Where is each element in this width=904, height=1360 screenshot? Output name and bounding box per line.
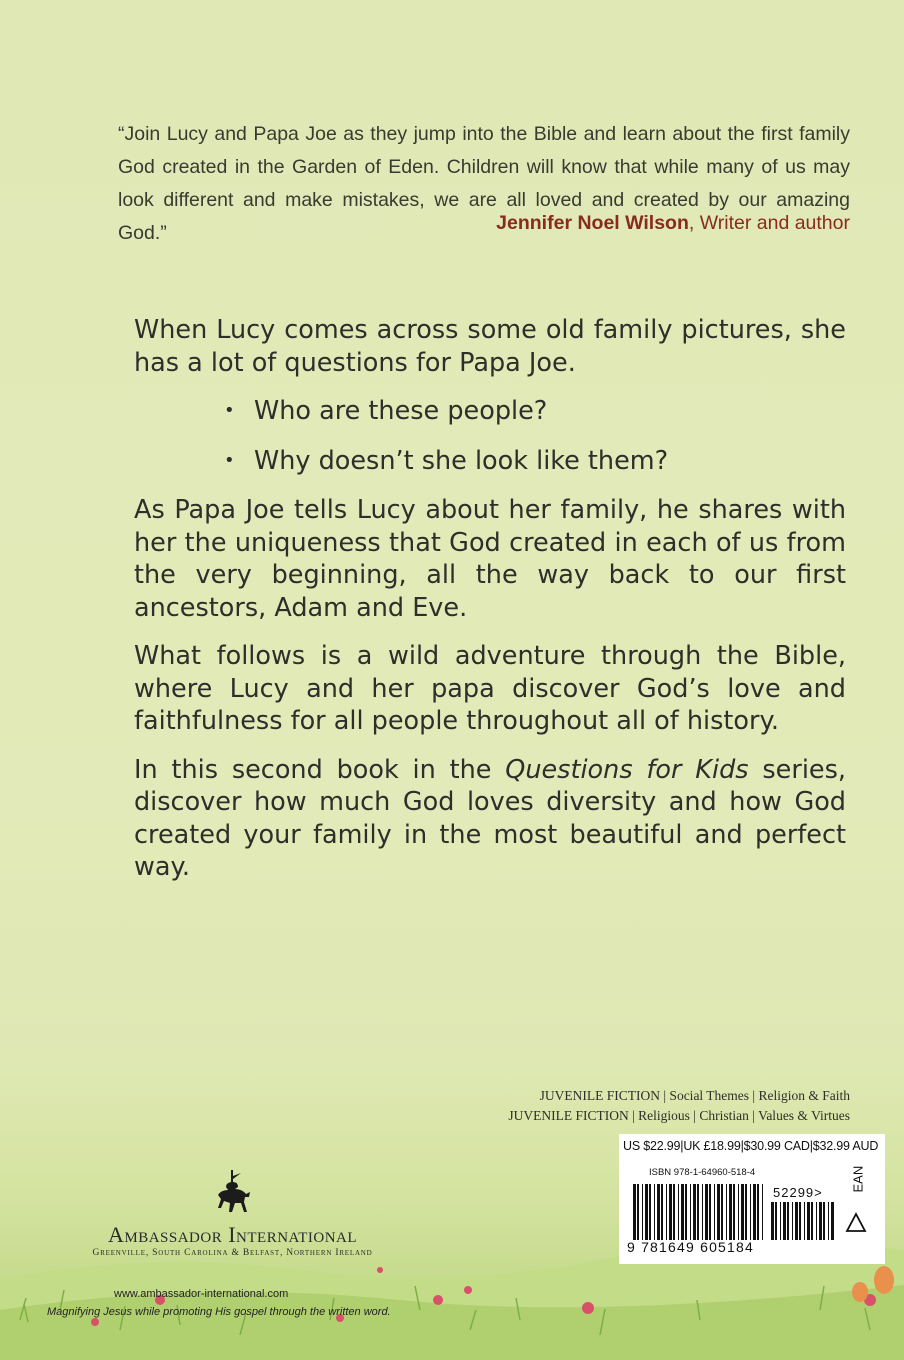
barcode-bar bbox=[783, 1202, 786, 1240]
barcode-bar bbox=[633, 1184, 636, 1240]
barcode-bar bbox=[649, 1184, 651, 1240]
para4-end: series, discover how much God loves diversity and how God created your family in the most beautiful and perfect way. bbox=[134, 754, 846, 882]
bullet-icon: • bbox=[224, 400, 235, 421]
series-title: Questions for Kids bbox=[505, 754, 749, 785]
barcode-bar bbox=[642, 1184, 643, 1240]
barcode-bar bbox=[685, 1184, 687, 1240]
barcode-bar bbox=[771, 1202, 774, 1240]
barcode-bar bbox=[807, 1202, 810, 1240]
barcode-bar bbox=[721, 1184, 723, 1240]
publisher-name-text: Ambassador International bbox=[107, 1222, 358, 1247]
barcode-bar bbox=[750, 1184, 751, 1240]
publisher-logo bbox=[60, 1168, 405, 1258]
description-paragraph-1: When Lucy comes across some old family pictures, she has a lot of questions for Papa Joe. bbox=[134, 315, 846, 378]
ean-barcode-icon bbox=[633, 1184, 767, 1240]
barcode-bar bbox=[690, 1184, 691, 1240]
barcode-bar bbox=[799, 1202, 801, 1240]
barcode-bar bbox=[792, 1202, 793, 1240]
barcode-bar bbox=[738, 1184, 739, 1240]
barcode-bar bbox=[673, 1184, 675, 1240]
barcode-bar bbox=[666, 1184, 667, 1240]
publisher-location bbox=[60, 1248, 405, 1258]
addon-arrow: > bbox=[814, 1185, 823, 1200]
endorsement-author-role: , Writer and author bbox=[688, 212, 850, 234]
barcode-bar bbox=[693, 1184, 696, 1240]
barcode-bar bbox=[717, 1184, 720, 1240]
barcode-bar bbox=[795, 1202, 798, 1240]
question-text: Why doesn’t she look like them? bbox=[254, 445, 669, 476]
barcode-box bbox=[619, 1134, 885, 1264]
publisher-location-text: Greenville, South Carolina & Belfast, Northern Ireland bbox=[92, 1248, 373, 1258]
barcode-bar bbox=[762, 1184, 763, 1240]
publisher-name bbox=[60, 1222, 405, 1248]
barcode-bar bbox=[729, 1184, 732, 1240]
question-list bbox=[134, 395, 846, 477]
ean-label: EAN bbox=[850, 1165, 866, 1193]
triangle-icon bbox=[845, 1212, 867, 1234]
endorsement-author: Jennifer Noel Wilson bbox=[496, 212, 689, 234]
description-paragraph-3: What follows is a wild adventure through the Bible, where Lucy and her papa discover God’s love and faithfulness for all people throughout all of history. bbox=[134, 641, 846, 736]
barcode-bar bbox=[714, 1184, 715, 1240]
barcode-bar bbox=[823, 1202, 825, 1240]
price-line: US $22.99|UK £18.99|$30.99 CAD|$32.99 AUD bbox=[623, 1139, 879, 1153]
barcode-bar bbox=[657, 1184, 660, 1240]
barcode-bar bbox=[702, 1184, 703, 1240]
barcode-bar bbox=[780, 1202, 781, 1240]
bisac-categories bbox=[508, 1086, 850, 1126]
category-line-1: JUVENILE FICTION | Social Themes | Religion & Faith bbox=[539, 1088, 850, 1103]
isbn-text: ISBN 978-1-64960-518-4 bbox=[649, 1167, 756, 1178]
barcode-bar bbox=[819, 1202, 822, 1240]
barcode-digits: 9 781649 605184 bbox=[627, 1239, 754, 1255]
barcode-bar bbox=[726, 1184, 727, 1240]
barcode-bar bbox=[828, 1202, 829, 1240]
question-item bbox=[224, 395, 846, 428]
barcode-bar bbox=[745, 1184, 747, 1240]
question-text: Who are these people? bbox=[254, 396, 548, 426]
addon-barcode-icon bbox=[771, 1202, 835, 1240]
description-paragraph-2: As Papa Joe tells Lucy about her family, he shares with her the uniqueness that God created in each of us from the very beginning, all the way back to our first ancestors, Adam and Eve. bbox=[134, 495, 846, 623]
publisher-tagline: Magnifying Jesus while promoting His gospel through the written word. bbox=[47, 1306, 391, 1318]
barcode-bar bbox=[741, 1184, 744, 1240]
barcode-bar bbox=[775, 1202, 777, 1240]
barcode-bar bbox=[637, 1184, 639, 1240]
barcode-bar bbox=[816, 1202, 817, 1240]
barcode-bar bbox=[678, 1184, 679, 1240]
barcode-bar bbox=[733, 1184, 735, 1240]
barcode-bar bbox=[705, 1184, 708, 1240]
addon-number bbox=[773, 1185, 823, 1200]
barcode-bar bbox=[757, 1184, 759, 1240]
endorsement-attribution bbox=[496, 212, 850, 235]
barcode-bar bbox=[645, 1184, 648, 1240]
barcode-bar bbox=[669, 1184, 672, 1240]
barcode-bar bbox=[811, 1202, 813, 1240]
barcode-bar bbox=[804, 1202, 805, 1240]
knight-on-horse-icon bbox=[211, 1168, 255, 1216]
barcode-bar bbox=[697, 1184, 699, 1240]
barcode-bar bbox=[654, 1184, 655, 1240]
barcode-bar bbox=[753, 1184, 756, 1240]
description-paragraph-4 bbox=[134, 754, 846, 884]
endorsement-text: “Join Lucy and Papa Joe as they jump into the Bible and learn about the first family God created in the Garden of Eden. Children will know that while many of us may look different and make mistakes, we are all loved and created by our amazing God.” bbox=[118, 123, 850, 244]
barcode-bar bbox=[681, 1184, 684, 1240]
book-description bbox=[134, 314, 846, 900]
question-item bbox=[224, 445, 846, 478]
publisher-website: www.ambassador-international.com bbox=[114, 1288, 289, 1300]
category-line-2: JUVENILE FICTION | Religious | Christian | Values & Virtues bbox=[508, 1108, 850, 1123]
addon-digits: 52299 bbox=[773, 1185, 815, 1200]
barcode-bar bbox=[787, 1202, 789, 1240]
barcode-bar bbox=[661, 1184, 663, 1240]
para4-start: In this second book in the bbox=[134, 754, 506, 785]
barcode-bar bbox=[831, 1202, 834, 1240]
barcode-bar bbox=[709, 1184, 711, 1240]
bullet-icon: • bbox=[224, 449, 235, 471]
